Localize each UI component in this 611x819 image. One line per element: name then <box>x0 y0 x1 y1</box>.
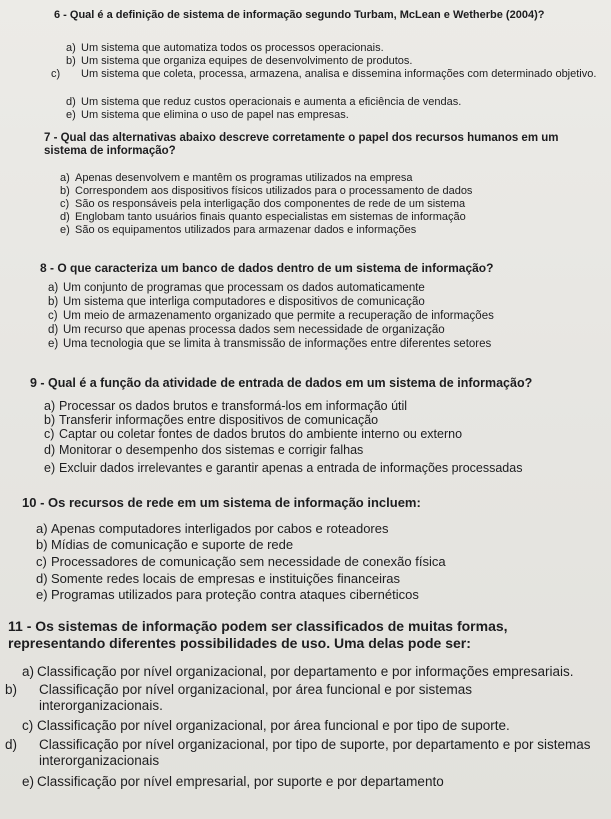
option-e <box>44 462 522 475</box>
option-letter: c) <box>22 718 34 733</box>
option-d <box>60 211 466 224</box>
option-text: Classificação por nível organizacional, por área funcional e por sistemas interorganizacionais. <box>39 682 472 713</box>
option-b <box>36 538 293 551</box>
option-text: Classificação por nível organizacional, por departamento e por informações empresariais. <box>37 664 574 679</box>
question-title: 11 - Os sistemas de informação podem ser classificados de muitas formas, representando diferentes possibilidades de uso. Uma delas pode ser: <box>8 618 508 651</box>
option-text: Mídias de comunicação e suporte de rede <box>51 537 294 552</box>
option-text: Classificação por nível organizacional, por área funcional e por tipo de suporte. <box>37 718 510 733</box>
option-text: Apenas desenvolvem e mantêm os programas utilizados na empresa <box>75 172 413 184</box>
option-d <box>48 324 445 337</box>
option-c <box>48 310 494 323</box>
option-text: Captar ou coletar fontes de dados brutos do ambiente interno ou externo <box>59 427 463 441</box>
option-b <box>44 414 378 427</box>
option-text: Programas utilizados para proteção contra ataques cibernéticos <box>51 587 419 602</box>
option-d <box>44 444 363 457</box>
option-letter: a) <box>36 521 48 536</box>
option-letter: b) <box>44 413 56 427</box>
option-letter: d) <box>60 211 70 223</box>
option-b <box>66 55 412 68</box>
option-c <box>60 198 465 211</box>
option-e <box>66 109 349 122</box>
option-text: Excluir dados irrelevantes e garantir apenas a entrada de informações processadas <box>59 461 523 475</box>
option-d <box>36 572 400 585</box>
option-b <box>60 185 472 198</box>
option-text: Classificação por nível empresarial, por suporte e por departamento <box>37 774 444 789</box>
option-text: Um recurso que apenas processa dados sem necessidade de organização <box>63 324 445 336</box>
option-letter: a) <box>60 172 70 184</box>
option-text: Um conjunto de programas que processam os dados automaticamente <box>63 282 425 294</box>
option-letter: e) <box>66 109 76 121</box>
option-letter: b) <box>36 537 48 552</box>
option-c <box>22 718 510 733</box>
option-e <box>22 774 444 789</box>
option-d <box>5 737 595 769</box>
option-text: Um sistema que reduz custos operacionais e aumenta a eficiência de vendas. <box>81 96 462 108</box>
option-text: Um meio de armazenamento organizado que permite a recuperação de informações <box>63 310 494 322</box>
option-text: Processar os dados brutos e transformá-los em informação útil <box>59 399 408 413</box>
option-letter: d) <box>36 571 48 586</box>
question-title: 10 - Os recursos de rede em um sistema de informação incluem: <box>22 495 421 510</box>
option-text: Um sistema que automatiza todos os processos operacionais. <box>81 42 384 54</box>
option-letter: e) <box>22 774 35 789</box>
option-text: São os equipamentos utilizados para armazenar dados e informações <box>75 224 417 236</box>
option-text: Englobam tanto usuários finais quanto especialistas em sistemas de informação <box>75 211 466 223</box>
option-letter: b) <box>66 55 76 67</box>
option-letter: e) <box>48 338 59 350</box>
option-letter: c) <box>51 68 61 80</box>
option-letter: b) <box>48 296 59 308</box>
option-c <box>44 428 462 441</box>
option-text: Somente redes locais de empresas e instituições financeiras <box>51 571 401 586</box>
option-letter: c) <box>48 310 58 322</box>
option-a <box>44 400 407 413</box>
option-letter: c) <box>60 198 70 210</box>
option-letter: a) <box>22 664 35 679</box>
option-text: Um sistema que interliga computadores e dispositivos de comunicação <box>63 296 425 308</box>
question-title: 8 - O que caracteriza um banco de dados dentro de um sistema de informação? <box>40 261 494 275</box>
option-b <box>5 682 529 714</box>
option-c <box>51 68 601 80</box>
question-title: 7 - Qual das alternativas abaixo descreve corretamente o papel dos recursos humanos em um sistema de informação? <box>44 132 559 157</box>
option-text: Uma tecnologia que se limita à transmissão de informações entre diferentes setores <box>63 338 492 350</box>
option-letter: d) <box>44 443 56 457</box>
option-text: Monitorar o desempenho dos sistemas e corrigir falhas <box>59 443 364 457</box>
option-b <box>48 296 425 309</box>
option-text: Classificação por nível organizacional, por tipo de suporte, por departamento e por sistemas interorganizacionais <box>39 737 591 768</box>
option-text: São os responsáveis pela interligação dos componentes de rede de um sistema <box>75 198 466 210</box>
option-letter: e) <box>44 461 56 475</box>
option-text: Um sistema que organiza equipes de desenvolvimento de produtos. <box>81 55 413 67</box>
option-c <box>36 555 446 568</box>
question-title: 6 - Qual é a definição de sistema de informação segundo Turbam, McLean e Wetherbe (2004)? <box>54 9 545 21</box>
option-letter: d) <box>48 324 59 336</box>
option-letter: c) <box>44 427 55 441</box>
option-a <box>36 522 389 535</box>
option-a <box>60 172 413 185</box>
option-text: Um sistema que elimina o uso de papel nas empresas. <box>81 109 349 121</box>
option-letter: b) <box>5 682 18 697</box>
option-letter: d) <box>5 737 18 752</box>
option-letter: c) <box>36 554 47 569</box>
option-a <box>66 42 384 55</box>
option-e <box>60 224 416 237</box>
option-text: Processadores de comunicação sem necessidade de conexão física <box>51 554 446 569</box>
option-text: Correspondem aos dispositivos físicos utilizados para o processamento de dados <box>75 185 473 197</box>
option-e <box>36 588 419 601</box>
option-letter: e) <box>36 587 48 602</box>
option-letter: a) <box>66 42 76 54</box>
option-text: Um sistema que coleta, processa, armazena, analisa e dissemina informações com determinado objetivo. <box>81 68 597 80</box>
question-title: 9 - Qual é a função da atividade de entrada de dados em um sistema de informação? <box>30 376 533 390</box>
option-text: Apenas computadores interligados por cabos e roteadores <box>51 521 389 536</box>
option-letter: d) <box>66 96 76 108</box>
option-letter: a) <box>44 399 56 413</box>
option-d <box>66 96 461 109</box>
option-letter: e) <box>60 224 70 236</box>
option-letter: b) <box>60 185 70 197</box>
option-e <box>48 338 491 351</box>
option-letter: a) <box>48 282 59 294</box>
option-a <box>48 282 425 295</box>
option-text: Transferir informações entre dispositivos de comunicação <box>59 413 379 427</box>
option-a <box>22 664 574 679</box>
